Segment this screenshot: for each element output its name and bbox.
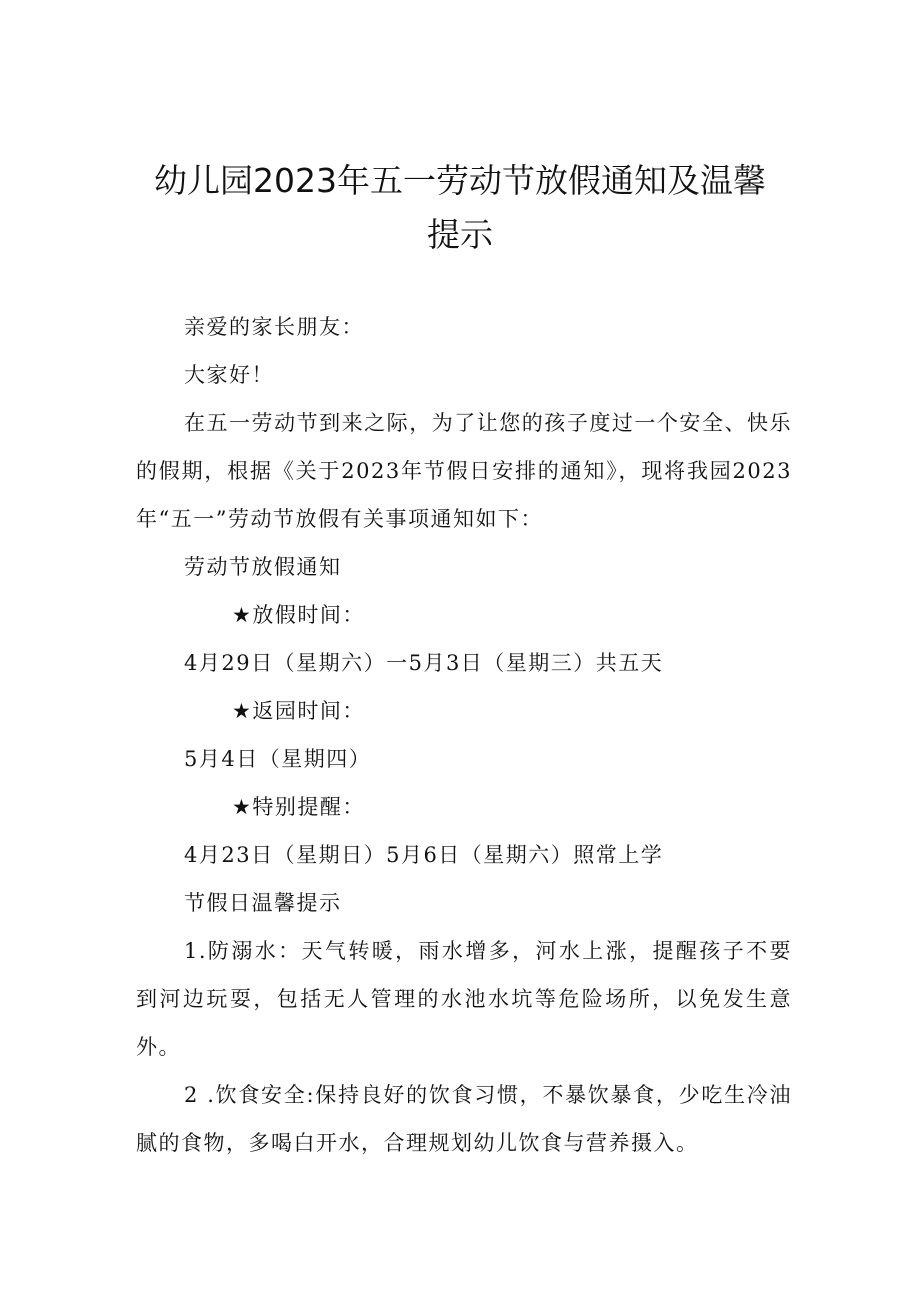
star-icon: ★ bbox=[232, 699, 253, 723]
salutation: 亲爱的家长朋友： bbox=[184, 315, 364, 339]
special-reminder-label: ★特别提醒： bbox=[136, 783, 792, 831]
title-line-1: 幼儿园2023年五一劳动节放假通知及温馨 bbox=[154, 161, 766, 200]
return-time-label: ★返园时间： bbox=[136, 687, 792, 735]
return-time-value: 5月4日（星期四） bbox=[184, 747, 372, 771]
star-icon: ★ bbox=[232, 795, 253, 819]
document-title bbox=[120, 154, 800, 262]
section-heading-holiday-tips: 节假日温馨提示 bbox=[184, 891, 342, 915]
intro-paragraph: 在五一劳动节到来之际，为了让您的孩子度过一个安全、快乐的假期，根据《关于2023年节假日安排的通知》，现将我园2023年“五一”劳动节放假有关事项通知如下： bbox=[136, 411, 792, 531]
section-heading-holiday-notice: 劳动节放假通知 bbox=[184, 555, 342, 579]
star-icon: ★ bbox=[232, 603, 253, 627]
tip-food-safety: 2 .饮食安全:保持良好的饮食习惯，不暴饮暴食，少吃生冷油腻的食物，多喝白开水，合理规划幼儿饮食与营养摄入。 bbox=[136, 1083, 792, 1155]
greeting: 大家好！ bbox=[184, 363, 274, 387]
holiday-time-value: 4月29日（星期六）一5月3日（星期三）共五天 bbox=[184, 651, 664, 675]
document-body bbox=[136, 303, 792, 1167]
title-line-2: 提示 bbox=[427, 215, 493, 254]
tip-drowning-prevention: 1.防溺水：天气转暖，雨水增多，河水上涨，提醒孩子不要到河边玩耍，包括无人管理的水池水坑等危险场所，以免发生意外。 bbox=[136, 939, 792, 1059]
holiday-time-label: ★放假时间： bbox=[136, 591, 792, 639]
special-reminder-value: 4月23日（星期日）5月6日（星期六）照常上学 bbox=[184, 843, 664, 867]
